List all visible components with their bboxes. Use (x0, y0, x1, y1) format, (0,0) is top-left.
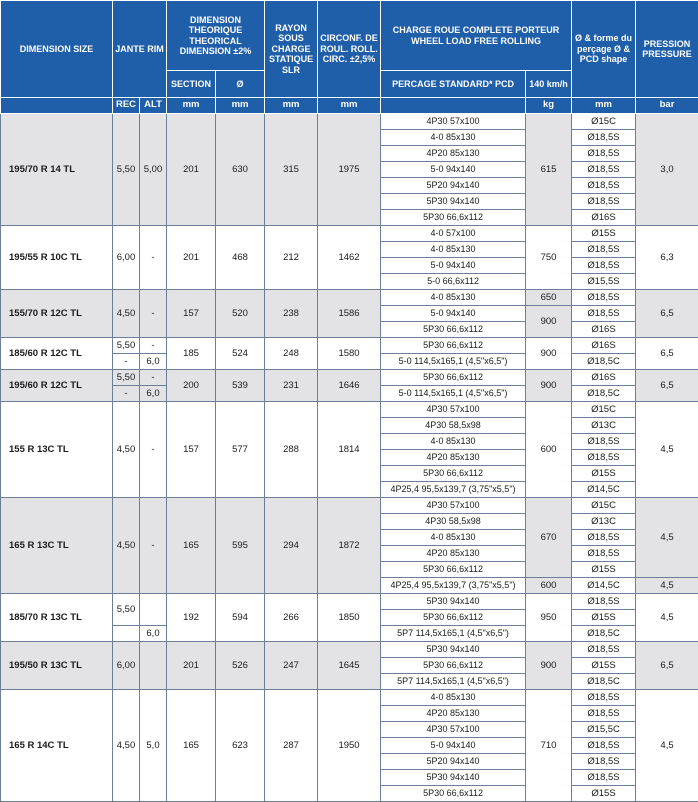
rim-alt: 6,0 (140, 386, 167, 402)
bore-shape: Ø18,5S (572, 546, 636, 562)
pcd-cell: 4-0 85x130 (381, 434, 526, 450)
wheel-load: 750 (526, 226, 572, 290)
pcd-cell: 5P30 94x140 (381, 770, 526, 786)
pcd-cell: 5P20 94x140 (381, 178, 526, 194)
bore-shape: Ø18,5S (572, 770, 636, 786)
rolling-circumference: 1462 (318, 226, 381, 290)
overall-diameter: 577 (216, 402, 265, 498)
bore-shape: Ø18,5S (572, 642, 636, 658)
bore-shape: Ø18,5S (572, 258, 636, 274)
pcd-cell: 4P20 85x130 (381, 450, 526, 466)
bore-shape: Ø15C (572, 402, 636, 418)
bore-shape: Ø18,5S (572, 690, 636, 706)
rim-rec: 5,50 (113, 114, 140, 226)
section-width: 157 (167, 290, 216, 338)
tire-size: 195/50 R 13C TL (1, 642, 113, 690)
rim-alt-blank (140, 594, 167, 626)
tire-size: 195/60 R 12C TL (1, 370, 113, 402)
pcd-cell: 4P30 57x100 (381, 402, 526, 418)
pcd-cell: 5P30 66,6x112 (381, 658, 526, 674)
rim-alt: - (140, 226, 167, 290)
rim-rec: 6,00 (113, 226, 140, 290)
bore-shape: Ø15S (572, 786, 636, 802)
wheel-load: 600 (526, 578, 572, 594)
unit-rec: REC (113, 98, 140, 114)
bore-shape: Ø15C (572, 498, 636, 514)
pcd-cell: 4P30 58,5x98 (381, 514, 526, 530)
static-radius: 212 (265, 226, 318, 290)
pcd-cell: 5-0 114,5x165,1 (4,5"x6,5") (381, 386, 526, 402)
rim-alt: - (140, 402, 167, 498)
rolling-circumference: 1586 (318, 290, 381, 338)
tire-size: 165 R 13C TL (1, 498, 113, 594)
tire-size: 185/70 R 13C TL (1, 594, 113, 642)
header-charge: CHARGE ROUE COMPLETE PORTEUR WHEEL LOAD FREE ROLLING (381, 1, 572, 71)
pcd-cell: 4P25,4 95,5x139,7 (3,75"x5,5") (381, 578, 526, 594)
unit-blank (1, 98, 113, 114)
pcd-cell: 5P30 94x140 (381, 642, 526, 658)
bore-shape: Ø18,5S (572, 306, 636, 322)
pcd-cell: 5P30 66,6x112 (381, 322, 526, 338)
pressure: 6,3 (636, 226, 698, 290)
pcd-cell: 5P30 94x140 (381, 194, 526, 210)
bore-shape: Ø15,5S (572, 274, 636, 290)
unit-shape: mm (572, 98, 636, 114)
pcd-cell: 5P30 66,6x112 (381, 562, 526, 578)
bore-shape: Ø18,5S (572, 738, 636, 754)
wheel-load: 615 (526, 114, 572, 226)
pcd-cell: 4-0 85x130 (381, 530, 526, 546)
section-width: 192 (167, 594, 216, 642)
static-radius: 288 (265, 402, 318, 498)
pressure: 6,5 (636, 290, 698, 338)
wheel-load: 710 (526, 690, 572, 802)
pcd-cell: 5-0 94x140 (381, 306, 526, 322)
bore-shape: Ø15S (572, 658, 636, 674)
header-section: SECTION (167, 71, 216, 98)
unit-diameter: mm (216, 98, 265, 114)
section-width: 201 (167, 226, 216, 290)
header-dimension-theorique: DIMENSION THEORIQUE THEORICAL DIMENSION ±2% (167, 1, 265, 71)
rim-rec: 5,50 (113, 370, 140, 386)
overall-diameter: 594 (216, 594, 265, 642)
overall-diameter: 630 (216, 114, 265, 226)
rim-rec: - (113, 354, 140, 370)
pcd-cell: 5P30 66,6x112 (381, 466, 526, 482)
pcd-cell: 5-0 94x140 (381, 738, 526, 754)
tire-size: 195/70 R 14 TL (1, 114, 113, 226)
header-forme: Ø & forme du perçage Ø & PCD shape (572, 1, 636, 98)
tire-size: 155 R 13C TL (1, 402, 113, 498)
pcd-cell: 4P30 57x100 (381, 114, 526, 130)
pcd-cell: 5P30 66,6x112 (381, 370, 526, 386)
rim-rec-blank (113, 626, 140, 642)
wheel-load: 900 (526, 306, 572, 338)
header-jante: JANTE RIM (113, 1, 167, 98)
bore-shape: Ø15S (572, 226, 636, 242)
pressure: 6,5 (636, 642, 698, 690)
bore-shape: Ø18,5S (572, 290, 636, 306)
rolling-circumference: 1950 (318, 690, 381, 802)
rim-rec: 4,50 (113, 290, 140, 338)
tire-size: 195/55 R 10C TL (1, 226, 113, 290)
pressure: 4,5 (636, 498, 698, 578)
rim-alt: - (140, 290, 167, 338)
pcd-cell: 5-0 114,5x165,1 (4,5"x6,5") (381, 354, 526, 370)
bore-shape: Ø18,5S (572, 242, 636, 258)
pcd-cell: 4P20 85x130 (381, 146, 526, 162)
bore-shape: Ø15C (572, 114, 636, 130)
pcd-cell: 5-0 94x140 (381, 162, 526, 178)
static-radius: 247 (265, 642, 318, 690)
wheel-load: 950 (526, 594, 572, 642)
header-circonf: CIRCONF. DE ROUL. ROLL. CIRC. ±2,5% (318, 1, 381, 98)
bore-shape: Ø18,5S (572, 434, 636, 450)
bore-shape: Ø13C (572, 418, 636, 434)
pcd-cell: 4P20 85x130 (381, 546, 526, 562)
bore-shape: Ø18,5S (572, 162, 636, 178)
rolling-circumference: 1645 (318, 642, 381, 690)
rolling-circumference: 1646 (318, 370, 381, 402)
bore-shape: Ø15S (572, 610, 636, 626)
pcd-cell: 4-0 85x130 (381, 290, 526, 306)
header-rayon: RAYON SOUS CHARGE STATIQUE SLR (265, 1, 318, 98)
static-radius: 238 (265, 290, 318, 338)
rim-rec: 4,50 (113, 402, 140, 498)
bore-shape: Ø18,5C (572, 674, 636, 690)
overall-diameter: 520 (216, 290, 265, 338)
rolling-circumference: 1850 (318, 594, 381, 642)
bore-shape: Ø18,5S (572, 754, 636, 770)
pressure: 4,5 (636, 690, 698, 802)
rim-rec: 5,50 (113, 338, 140, 354)
table-body (1, 114, 698, 802)
pcd-cell: 4P20 85x130 (381, 706, 526, 722)
tire-size: 155/70 R 12C TL (1, 290, 113, 338)
rim-rec: 4,50 (113, 498, 140, 594)
bore-shape: Ø18,5S (572, 146, 636, 162)
section-width: 165 (167, 690, 216, 802)
wheel-load: 900 (526, 370, 572, 402)
pressure: 4,5 (636, 402, 698, 498)
pcd-cell: 5P30 66,6x112 (381, 786, 526, 802)
rim-alt: - (140, 498, 167, 594)
wheel-load: 650 (526, 290, 572, 306)
bore-shape: Ø16S (572, 370, 636, 386)
pressure: 4,5 (636, 594, 698, 642)
header-diameter: Ø (216, 71, 265, 98)
bore-shape: Ø18,5S (572, 530, 636, 546)
wheel-load: 900 (526, 642, 572, 690)
bore-shape: Ø16S (572, 210, 636, 226)
bore-shape: Ø14,5C (572, 578, 636, 594)
bore-shape: Ø15,5C (572, 722, 636, 738)
pcd-cell: 4-0 85x130 (381, 242, 526, 258)
overall-diameter: 595 (216, 498, 265, 594)
rim-rec: - (113, 386, 140, 402)
pressure: 6,5 (636, 370, 698, 402)
bore-shape: Ø18,5S (572, 450, 636, 466)
rim-alt: - (140, 338, 167, 354)
rim-alt: 5,0 (140, 690, 167, 802)
pcd-cell: 5P7 114,5x165,1 (4,5"x6,5") (381, 674, 526, 690)
pcd-cell: 5P30 66,6x112 (381, 210, 526, 226)
rolling-circumference: 1872 (318, 498, 381, 594)
pcd-cell: 5P20 94x140 (381, 754, 526, 770)
pressure: 4,5 (636, 578, 698, 594)
pcd-cell: 4P30 57x100 (381, 498, 526, 514)
bore-shape: Ø18,5S (572, 130, 636, 146)
bore-shape: Ø16S (572, 322, 636, 338)
pcd-cell: 5-0 66,6x112 (381, 274, 526, 290)
unit-pressure: bar (636, 98, 698, 114)
unit-circ: mm (318, 98, 381, 114)
pcd-cell: 5P30 94x140 (381, 594, 526, 610)
pcd-cell: 4-0 85x130 (381, 130, 526, 146)
rolling-circumference: 1814 (318, 402, 381, 498)
overall-diameter: 468 (216, 226, 265, 290)
bore-shape: Ø18,5S (572, 178, 636, 194)
table-header (1, 1, 698, 114)
pcd-cell: 5P30 66,6x112 (381, 610, 526, 626)
bore-shape: Ø18,5S (572, 194, 636, 210)
header-speed: 140 km/h (526, 71, 572, 98)
unit-alt: ALT (140, 98, 167, 114)
unit-percage-blank (381, 98, 526, 114)
pcd-cell: 4P25,4 95,5x139,7 (3,75"x5,5") (381, 482, 526, 498)
pressure: 6,5 (636, 338, 698, 370)
section-width: 185 (167, 338, 216, 370)
rim-rec: 6,00 (113, 642, 140, 690)
pcd-cell: 5P30 66,6x112 (381, 338, 526, 354)
section-width: 157 (167, 402, 216, 498)
section-width: 200 (167, 370, 216, 402)
header-pression: PRESSION PRESSURE (636, 1, 698, 98)
rolling-circumference: 1975 (318, 114, 381, 226)
bore-shape: Ø14,5C (572, 482, 636, 498)
static-radius: 248 (265, 338, 318, 370)
overall-diameter: 623 (216, 690, 265, 802)
bore-shape: Ø16S (572, 338, 636, 354)
wheel-load: 670 (526, 498, 572, 578)
unit-section: mm (167, 98, 216, 114)
overall-diameter: 539 (216, 370, 265, 402)
tire-size: 185/60 R 12C TL (1, 338, 113, 370)
static-radius: 315 (265, 114, 318, 226)
bore-shape: Ø18,5S (572, 594, 636, 610)
pcd-cell: 5-0 94x140 (381, 258, 526, 274)
unit-load: kg (526, 98, 572, 114)
section-width: 201 (167, 642, 216, 690)
unit-rayon: mm (265, 98, 318, 114)
bore-shape: Ø18,5S (572, 706, 636, 722)
bore-shape: Ø13C (572, 514, 636, 530)
static-radius: 266 (265, 594, 318, 642)
tire-size: 165 R 14C TL (1, 690, 113, 802)
bore-shape: Ø15S (572, 562, 636, 578)
pcd-cell: 4-0 85x130 (381, 690, 526, 706)
pcd-cell: 4-0 57x100 (381, 226, 526, 242)
static-radius: 231 (265, 370, 318, 402)
rim-alt: 6,0 (140, 354, 167, 370)
bore-shape: Ø18,5C (572, 386, 636, 402)
section-width: 165 (167, 498, 216, 594)
rim-rec: 5,50 (113, 594, 140, 626)
static-radius: 294 (265, 498, 318, 594)
rim-rec: 4,50 (113, 690, 140, 802)
pcd-cell: 4P30 58,5x98 (381, 418, 526, 434)
header-percage: PERCAGE STANDARD* PCD (381, 71, 526, 98)
wheel-load: 900 (526, 338, 572, 370)
rolling-circumference: 1580 (318, 338, 381, 370)
static-radius: 287 (265, 690, 318, 802)
overall-diameter: 524 (216, 338, 265, 370)
pressure: 3,0 (636, 114, 698, 226)
header-dimension: DIMENSION SIZE (1, 1, 113, 98)
rim-alt: 5,00 (140, 114, 167, 226)
pcd-cell: 5P7 114,5x165,1 (4,5"x6,5") (381, 626, 526, 642)
overall-diameter: 526 (216, 642, 265, 690)
bore-shape: Ø15S (572, 466, 636, 482)
rim-alt: 6,0 (140, 626, 167, 642)
section-width: 201 (167, 114, 216, 226)
bore-shape: Ø18,5C (572, 354, 636, 370)
rim-alt (140, 642, 167, 690)
rim-alt: - (140, 370, 167, 386)
bore-shape: Ø18,5C (572, 626, 636, 642)
pcd-cell: 4P30 57x100 (381, 722, 526, 738)
wheel-load: 600 (526, 402, 572, 498)
